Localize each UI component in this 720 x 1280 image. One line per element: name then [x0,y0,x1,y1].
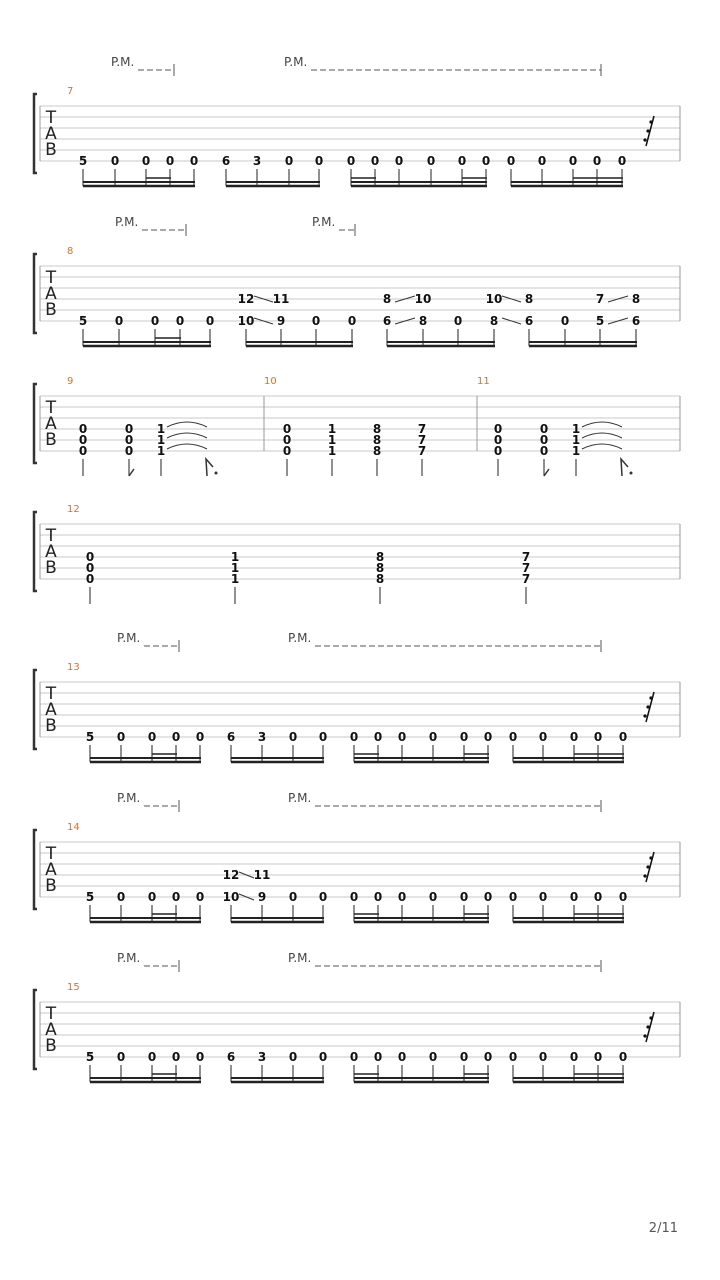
fret-number: 0 [288,890,298,904]
fret-number: 0 [428,730,438,744]
fret-number: 0 [483,890,493,904]
system-bracket [34,990,37,1069]
palm-mute-label: P.M. [288,631,312,645]
fret-number: 0 [171,1050,181,1064]
tab-clef-letter: T [45,1004,57,1024]
chord-fret-number: 0 [493,422,503,436]
tab-clef-letter: T [45,844,57,864]
tab-clef-letter: T [45,526,57,546]
chord-fret-number: 0 [539,422,549,436]
tab-clef-letter: B [45,558,57,578]
fret-number: 5 [595,314,605,328]
measure-number: 7 [67,86,74,97]
fret-number: 5 [85,1050,95,1064]
fret-number: 0 [483,730,493,744]
fret-number: 0 [150,314,160,328]
tab-clef-letter: T [45,268,57,288]
fret-number: 8 [382,292,392,306]
fret-number: 6 [382,314,392,328]
fret-number: 0 [394,154,404,168]
fret-number: 0 [428,890,438,904]
chord-fret-number: 0 [85,561,95,575]
measure-number: 11 [477,376,490,387]
chord-fret-number: 0 [124,422,134,436]
fret-number: 6 [226,730,236,744]
fret-number: 3 [257,730,267,744]
fret-number: 0 [428,1050,438,1064]
chord-fret-number: 7 [417,433,427,447]
fret-number: 0 [538,890,548,904]
tie-arc [167,422,207,427]
chord-fret-number: 1 [327,422,337,436]
chord-fret-number: 0 [124,444,134,458]
fret-number: 0 [560,314,570,328]
tab-clef-letter: B [45,430,57,450]
fret-number: 0 [370,154,380,168]
fret-number: 0 [314,154,324,168]
fret-number: 0 [569,1050,579,1064]
system-bracket [34,830,37,909]
fret-number: 0 [538,730,548,744]
flag-stroke [544,469,549,476]
tie-arc [167,433,207,438]
chord-fret-number: 0 [282,433,292,447]
fret-number: 6 [221,154,231,168]
fret-number: 0 [508,730,518,744]
repeat-dot [646,129,649,132]
fret-number: 0 [568,154,578,168]
repeat-dot [646,1025,649,1028]
fret-number: 0 [459,1050,469,1064]
fret-number: 0 [205,314,215,328]
measure-number: 8 [67,246,74,257]
measure-number: 10 [264,376,277,387]
measure-number: 9 [67,376,74,387]
palm-mute-label: P.M. [288,951,312,965]
chord-fret-number: 1 [156,422,166,436]
tie-arc [582,433,622,438]
palm-mute-label: P.M. [115,215,139,229]
fret-number: 0 [288,1050,298,1064]
chord-fret-number: 8 [375,550,385,564]
fret-number: 0 [347,314,357,328]
repeat-dot [643,138,646,141]
fret-number: 0 [116,890,126,904]
fret-number: 0 [426,154,436,168]
fret-number: 10 [414,292,432,306]
repeat-dot [646,865,649,868]
fret-number: 8 [631,292,641,306]
chord-fret-number: 0 [282,422,292,436]
fret-number: 0 [508,890,518,904]
fret-number: 11 [253,868,271,882]
fret-number: 0 [459,890,469,904]
fret-number: 0 [318,1050,328,1064]
repeat-dot [649,1016,652,1019]
chord-fret-number: 7 [521,561,531,575]
fret-number: 5 [78,314,88,328]
flag-stroke [129,469,134,476]
fret-number: 0 [189,154,199,168]
system-bracket [34,254,37,333]
dot-icon [215,472,218,475]
chord-fret-number: 0 [85,572,95,586]
chord-fret-number: 8 [372,444,382,458]
repeat-dot [649,856,652,859]
fret-number: 11 [272,292,290,306]
fret-number: 0 [311,314,321,328]
chord-fret-number: 8 [375,561,385,575]
chord-fret-number: 0 [539,433,549,447]
fret-number: 0 [508,1050,518,1064]
measure-number: 15 [67,982,80,993]
fret-number: 0 [318,890,328,904]
fret-number: 3 [252,154,262,168]
fret-number: 0 [346,154,356,168]
tab-clef-letter: A [45,542,57,562]
tab-clef-letter: A [45,414,57,434]
tie-arc [582,444,622,449]
tab-clef-letter: B [45,876,57,896]
repeat-dot [649,696,652,699]
fret-number: 0 [195,890,205,904]
fret-number: 0 [483,1050,493,1064]
fret-number: 5 [78,154,88,168]
chord-fret-number: 1 [230,572,240,586]
fret-number: 0 [175,314,185,328]
chord-fret-number: 0 [78,433,88,447]
fret-number: 0 [453,314,463,328]
fret-number: 0 [373,730,383,744]
repeat-dot [649,120,652,123]
fret-number: 0 [569,890,579,904]
fret-number: 9 [276,314,286,328]
fret-number: 0 [618,890,628,904]
tab-clef-letter: T [45,684,57,704]
chord-fret-number: 7 [521,572,531,586]
tab-system-6 [34,791,680,922]
tab-clef-letter: A [45,860,57,880]
fret-number: 0 [116,1050,126,1064]
tab-clef-letter: B [45,300,57,320]
palm-mute-label: P.M. [117,791,141,805]
system-bracket [34,94,37,173]
fret-number: 0 [195,730,205,744]
palm-mute-label: P.M. [117,631,141,645]
fret-number: 0 [538,1050,548,1064]
tab-clef-letter: B [45,1036,57,1056]
fret-number: 6 [226,1050,236,1064]
fret-number: 0 [459,730,469,744]
tie-arc [167,444,207,449]
fret-number: 0 [593,890,603,904]
palm-mute-label: P.M. [284,55,308,69]
repeat-dot [643,874,646,877]
fret-number: 8 [489,314,499,328]
tab-system-2 [34,215,680,346]
fret-number: 0 [171,730,181,744]
chord-fret-number: 7 [417,422,427,436]
fret-number: 0 [110,154,120,168]
fret-number: 10 [237,314,255,328]
fret-number: 0 [617,154,627,168]
tab-system-4 [34,504,680,604]
fret-number: 0 [147,1050,157,1064]
chord-fret-number: 1 [571,422,581,436]
fret-number: 0 [165,154,175,168]
fret-number: 8 [418,314,428,328]
fret-number: 0 [592,154,602,168]
measure-number: 12 [67,504,80,515]
fret-number: 0 [373,890,383,904]
fret-number: 6 [631,314,641,328]
page-number: 2/11 [648,1221,678,1236]
fret-number: 0 [318,730,328,744]
dot-icon [630,472,633,475]
repeat-dot [643,1034,646,1037]
chord-fret-number: 1 [571,444,581,458]
chord-fret-number: 0 [493,444,503,458]
fret-number: 7 [595,292,605,306]
system-bracket [34,512,37,591]
fret-number: 0 [569,730,579,744]
measure-number: 14 [67,822,80,833]
fret-number: 0 [349,1050,359,1064]
palm-mute-label: P.M. [111,55,135,69]
chord-fret-number: 0 [78,444,88,458]
fret-number: 0 [195,1050,205,1064]
tab-system-5 [34,631,680,762]
fret-number: 8 [524,292,534,306]
fret-number: 0 [349,730,359,744]
chord-fret-number: 1 [156,444,166,458]
chord-fret-number: 0 [85,550,95,564]
flag-icon [206,459,213,476]
chord-fret-number: 0 [282,444,292,458]
repeat-dot [643,714,646,717]
fret-number: 0 [349,890,359,904]
palm-mute-label: P.M. [117,951,141,965]
fret-number: 0 [457,154,467,168]
fret-number: 5 [85,730,95,744]
chord-fret-number: 1 [571,433,581,447]
chord-fret-number: 1 [156,433,166,447]
fret-number: 0 [141,154,151,168]
fret-number: 6 [524,314,534,328]
fret-number: 0 [397,1050,407,1064]
fret-number: 0 [171,890,181,904]
system-bracket [34,670,37,749]
tab-clef-letter: A [45,284,57,304]
fret-number: 0 [147,890,157,904]
tab-clef-letter: B [45,140,57,160]
tab-system-7 [34,951,680,1082]
fret-number: 0 [537,154,547,168]
fret-number: 10 [222,890,240,904]
palm-mute-label: P.M. [312,215,336,229]
fret-number: 0 [373,1050,383,1064]
fret-number: 0 [618,730,628,744]
fret-number: 5 [85,890,95,904]
system-bracket [34,384,37,463]
fret-number: 12 [237,292,255,306]
chord-fret-number: 1 [230,550,240,564]
tab-system-3 [34,376,680,476]
tab-clef-letter: T [45,108,57,128]
fret-number: 0 [506,154,516,168]
fret-number: 0 [397,730,407,744]
fret-number: 0 [397,890,407,904]
fret-number: 0 [116,730,126,744]
tab-clef-letter: T [45,398,57,418]
fret-number: 0 [593,730,603,744]
palm-mute-label: P.M. [288,791,312,805]
chord-fret-number: 7 [417,444,427,458]
chord-fret-number: 8 [375,572,385,586]
fret-number: 0 [481,154,491,168]
tab-clef-letter: A [45,124,57,144]
repeat-dot [646,705,649,708]
chord-fret-number: 0 [493,433,503,447]
flag-icon [621,459,628,476]
fret-number: 0 [147,730,157,744]
fret-number: 9 [257,890,267,904]
fret-number: 0 [114,314,124,328]
chord-fret-number: 7 [521,550,531,564]
tab-clef-letter: B [45,716,57,736]
chord-fret-number: 1 [327,444,337,458]
tab-clef-letter: A [45,1020,57,1040]
chord-fret-number: 8 [372,433,382,447]
chord-fret-number: 1 [230,561,240,575]
fret-number: 12 [222,868,240,882]
tab-clef-letter: A [45,700,57,720]
fret-number: 3 [257,1050,267,1064]
fret-number: 10 [485,292,503,306]
tab-system-1 [34,55,680,186]
measure-number: 13 [67,662,80,673]
chord-fret-number: 1 [327,433,337,447]
chord-fret-number: 0 [539,444,549,458]
fret-number: 0 [288,730,298,744]
fret-number: 0 [284,154,294,168]
fret-number: 0 [618,1050,628,1064]
tie-arc [582,422,622,427]
chord-fret-number: 8 [372,422,382,436]
chord-fret-number: 0 [78,422,88,436]
fret-number: 0 [593,1050,603,1064]
chord-fret-number: 0 [124,433,134,447]
